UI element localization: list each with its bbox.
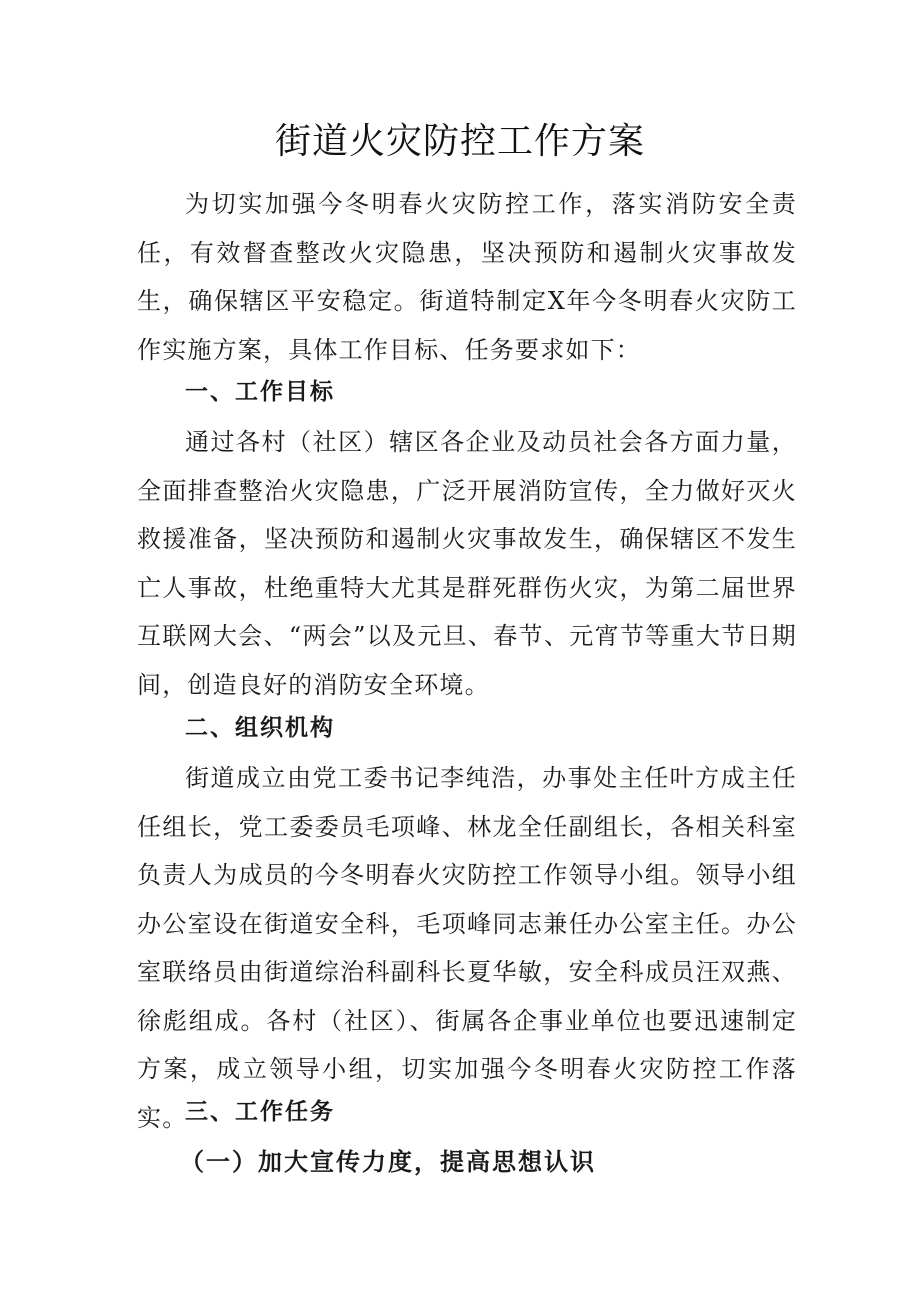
intro-paragraph: 为切实加强今冬明春火灾防控工作，落实消防安全责任，有效督查整改火灾隐患，坚决预防和遏制火灾事故发生，确保辖区平安稳定。街道特制定X年今冬明春火灾防工作实施方案，具体工作目标、任务要求如下： [137,190,797,364]
section-body-organization: 街道成立由党工委书记李纯浩，办事处主任叶方成主任任组长，党工委委员毛项峰、林龙全任副组长，各相关科室负责人为成员的今冬明春火灾防控工作领导小组。领导小组办公室设在街道安全科，毛项峰同志兼任办公室主任。办公室联络员由街道综治科副科长夏华敏，安全科成员汪双燕、徐彪组成。各村（社区）、街属各企事业单位也要迅速制定方案，成立领导小组，切实加强今冬明春火灾防控工作落实。 [137,764,797,1132]
section-heading-goals: 一、工作目标 [185,379,335,405]
section-heading-organization: 二、组织机构 [185,715,335,741]
section-heading-tasks: 三、工作任务 [185,1099,335,1125]
section-body-goals: 通过各村（社区）辖区各企业及动员社会各方面力量，全面排查整治火灾隐患，广泛开展消防宣传，全力做好灭火救援准备，坚决预防和遏制火灾事故发生，确保辖区不发生亡人事故，杜绝重特大尤其是群死群伤火灾，为第二届世界互联网大会、“两会”以及元旦、春节、元宵节等重大节日期间，创造良好的消防安全环境。 [137,428,797,699]
document-title: 街道火灾防控工作方案 [274,121,645,162]
subsection-heading-publicity: （一）加大宣传力度，提高思想认识 [180,1148,596,1176]
